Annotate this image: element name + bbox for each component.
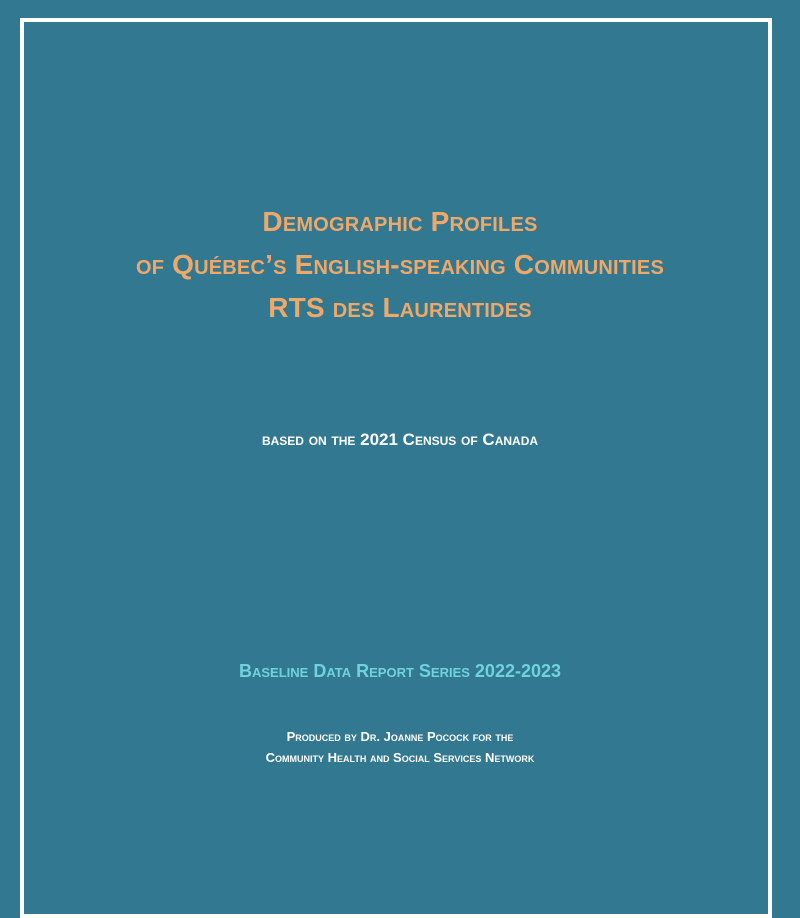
producer-credit: [0, 726, 800, 768]
producer-line-1: Produced by Dr. Joanne Pocock for the: [286, 729, 514, 744]
census-subtitle: based on the 2021 Census of Canada: [261, 430, 539, 449]
report-series: Baseline Data Report Series 2022-2023: [238, 661, 561, 681]
cover-border-frame: [20, 18, 772, 918]
producer-line-2: Community Health and Social Services Network: [265, 750, 535, 765]
title-line-1: Demographic Profiles: [262, 206, 538, 237]
title-line-3: RTS des Laurentides: [268, 292, 532, 323]
title-line-2: of Québec’s English-speaking Communities: [135, 249, 665, 280]
report-title: [0, 200, 800, 329]
